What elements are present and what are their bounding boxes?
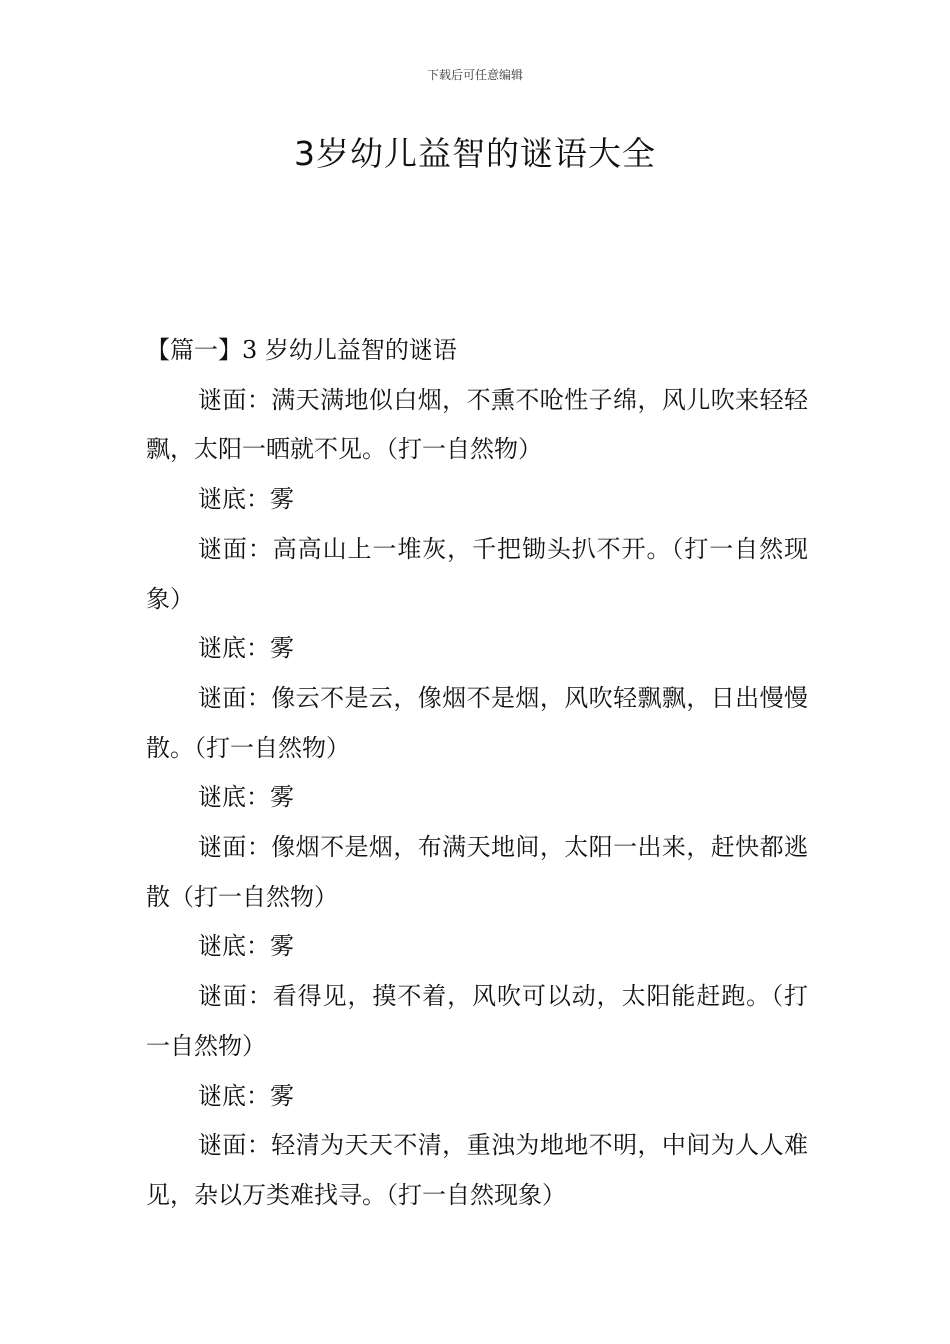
riddle-answer: 谜底：雾 xyxy=(198,485,294,514)
riddle-question: 谜面：高高山上一堆灰，千把锄头扒不开。（打一自然现象） xyxy=(146,534,808,613)
riddle-question: 谜面：像云不是云，像烟不是烟，风吹轻飘飘，日出慢慢散。（打一自然物） xyxy=(146,683,808,762)
riddle-answer: 谜底：雾 xyxy=(198,634,294,663)
riddle-question: 谜面：轻清为天天不清，重浊为地地不明，中间为人人难见，杂以万类难找寻。（打一自然现象） xyxy=(146,1131,808,1209)
riddle-answer: 谜底：雾 xyxy=(198,783,294,812)
riddle-question: 谜面：满天满地似白烟，不熏不呛性子绵，风儿吹来轻轻飘，太阳一晒就不见。（打一自然物） xyxy=(146,385,808,464)
riddle-answer: 谜底：雾 xyxy=(198,1081,294,1110)
document-body xyxy=(146,326,808,1221)
document-title: 3岁幼儿益智的谜语大全 xyxy=(294,134,656,173)
riddle-question: 谜面：像烟不是烟，布满天地间，太阳一出来，赶快都逃散（打一自然物） xyxy=(146,833,808,911)
section-heading: 【篇一】3 岁幼儿益智的谜语 xyxy=(146,336,457,364)
header-note: 下载后可任意编辑 xyxy=(426,68,523,82)
riddle-answer: 谜底：雾 xyxy=(198,932,294,961)
riddle-question: 谜面：看得见，摸不着，风吹可以动，太阳能赶跑。（打一自然物） xyxy=(146,982,808,1060)
